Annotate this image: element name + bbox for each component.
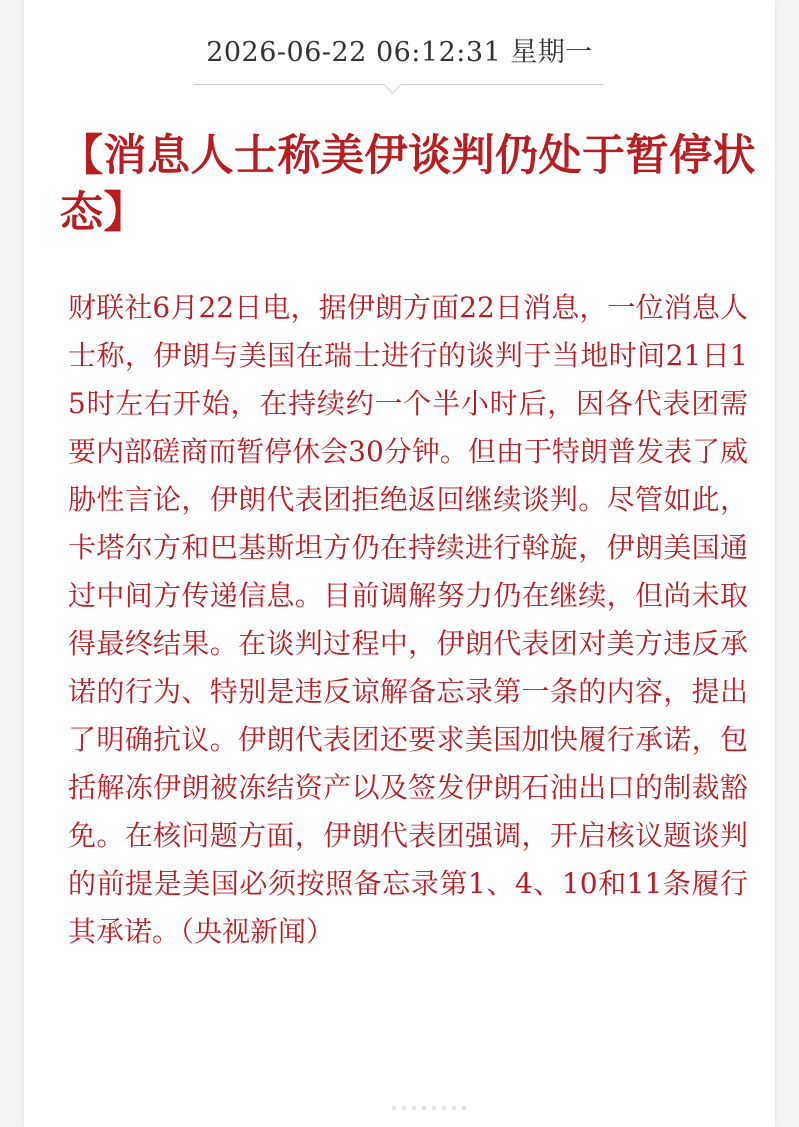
divider-notch-icon (383, 75, 401, 93)
page-indicator-dot (402, 1106, 406, 1110)
article-card (24, 0, 775, 1127)
page-indicator-dot (452, 1106, 456, 1110)
page-indicator-dot (442, 1106, 446, 1110)
page-indicator-dot (462, 1106, 466, 1110)
page-indicator-dot (412, 1106, 416, 1110)
page-indicator-dot (432, 1106, 436, 1110)
page-indicator (392, 1106, 466, 1110)
timestamp: 2026-06-22 06:12:31 星期一 (206, 37, 593, 68)
page-indicator-dot (392, 1106, 396, 1110)
page-indicator-dot (422, 1106, 426, 1110)
article-title: 【消息人士称美伊谈判仍处于暂停状态】 (60, 131, 756, 238)
article-body: 财联社6月22日电，据伊朗方面22日消息，一位消息人士称，伊朗与美国在瑞士进行的谈判于当地时间21日15时左右开始，在持续约一个半小时后，因各代表团需要内部磋商而暂停休会30分钟。但由于特朗普发表了威胁性言论，伊朗代表团拒绝返回继续谈判。尽管如此，卡塔尔方和巴基斯坦方仍在持续进行斡旋，伊朗美国通过中间方传递信息。目前调解努力仍在继续，但尚未取得最终结果。在谈判过程中，伊朗代表团对美方违反承诺的行为、特别是违反谅解备忘录第一条的内容，提出了明确抗议。伊朗代表团还要求美国加快履行承诺，包括解冻伊朗被冻结资产以及签发伊朗石油出口的制裁豁免。在核问题方面，伊朗代表团强调，开启核议题谈判的前提是美国必须按照备忘录第1、4、10和11条履行其承诺。（央视新闻） (68, 291, 748, 948)
